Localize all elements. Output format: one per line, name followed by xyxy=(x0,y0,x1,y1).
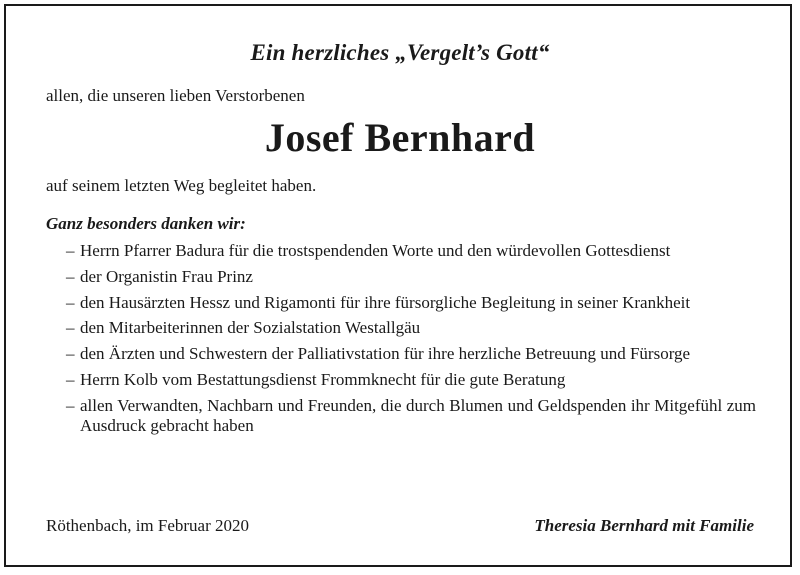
dash-bullet: – xyxy=(66,241,75,260)
thanks-subheading: Ganz besonders danken wir: xyxy=(46,214,246,233)
list-item-text: Herrn Pfarrer Badura für die trostspendenden Worte und den würdevollen Gottesdienst xyxy=(80,241,671,260)
list-item xyxy=(46,370,756,390)
dash-bullet: – xyxy=(66,369,75,389)
place-and-date: Röthenbach, im Februar 2020 xyxy=(46,516,250,535)
after-name-text: auf seinem letzten Weg begleitet haben. xyxy=(46,176,317,195)
list-item-text: den Mitarbeiterinnen der Sozialstation Westallgäu xyxy=(80,318,421,338)
dash-bullet: – xyxy=(66,292,75,312)
thanks-list xyxy=(46,241,756,442)
signature: Theresia Bernhard mit Familie xyxy=(534,516,754,535)
list-item-text: der Organistin Frau Prinz xyxy=(80,266,253,286)
list-item xyxy=(46,241,756,261)
list-item xyxy=(46,293,756,313)
dash-bullet: – xyxy=(66,318,75,338)
list-item xyxy=(46,396,756,436)
list-item-text: den Hausärzten Hessz und Rigamonti für ihre fürsorgliche Begleitung in seiner Krankheit xyxy=(80,292,691,312)
dash-bullet: – xyxy=(66,266,75,286)
dash-bullet: – xyxy=(66,344,75,364)
list-item-text: Herrn Kolb vom Bestattungsdienst Frommknecht für die gute Beratung xyxy=(80,369,566,389)
deceased-name: Josef Bernhard xyxy=(264,115,536,160)
list-item-text: allen Verwandten, Nachbarn und Freunden, die durch Blumen und Geldspenden ihr Mitgefühl zum Ausdruck gebracht haben xyxy=(80,395,756,435)
list-item xyxy=(46,318,756,338)
list-item xyxy=(46,267,756,287)
list-item-text: den Ärzten und Schwestern der Palliativstation für ihre herzliche Betreuung und Fürsorge xyxy=(80,344,691,364)
intro-text: allen, die unseren lieben Verstorbenen xyxy=(46,86,305,105)
dash-bullet: – xyxy=(66,395,75,415)
list-item xyxy=(46,344,756,364)
notice-heading: Ein herzliches „Vergelt’s Gott“ xyxy=(250,40,550,65)
